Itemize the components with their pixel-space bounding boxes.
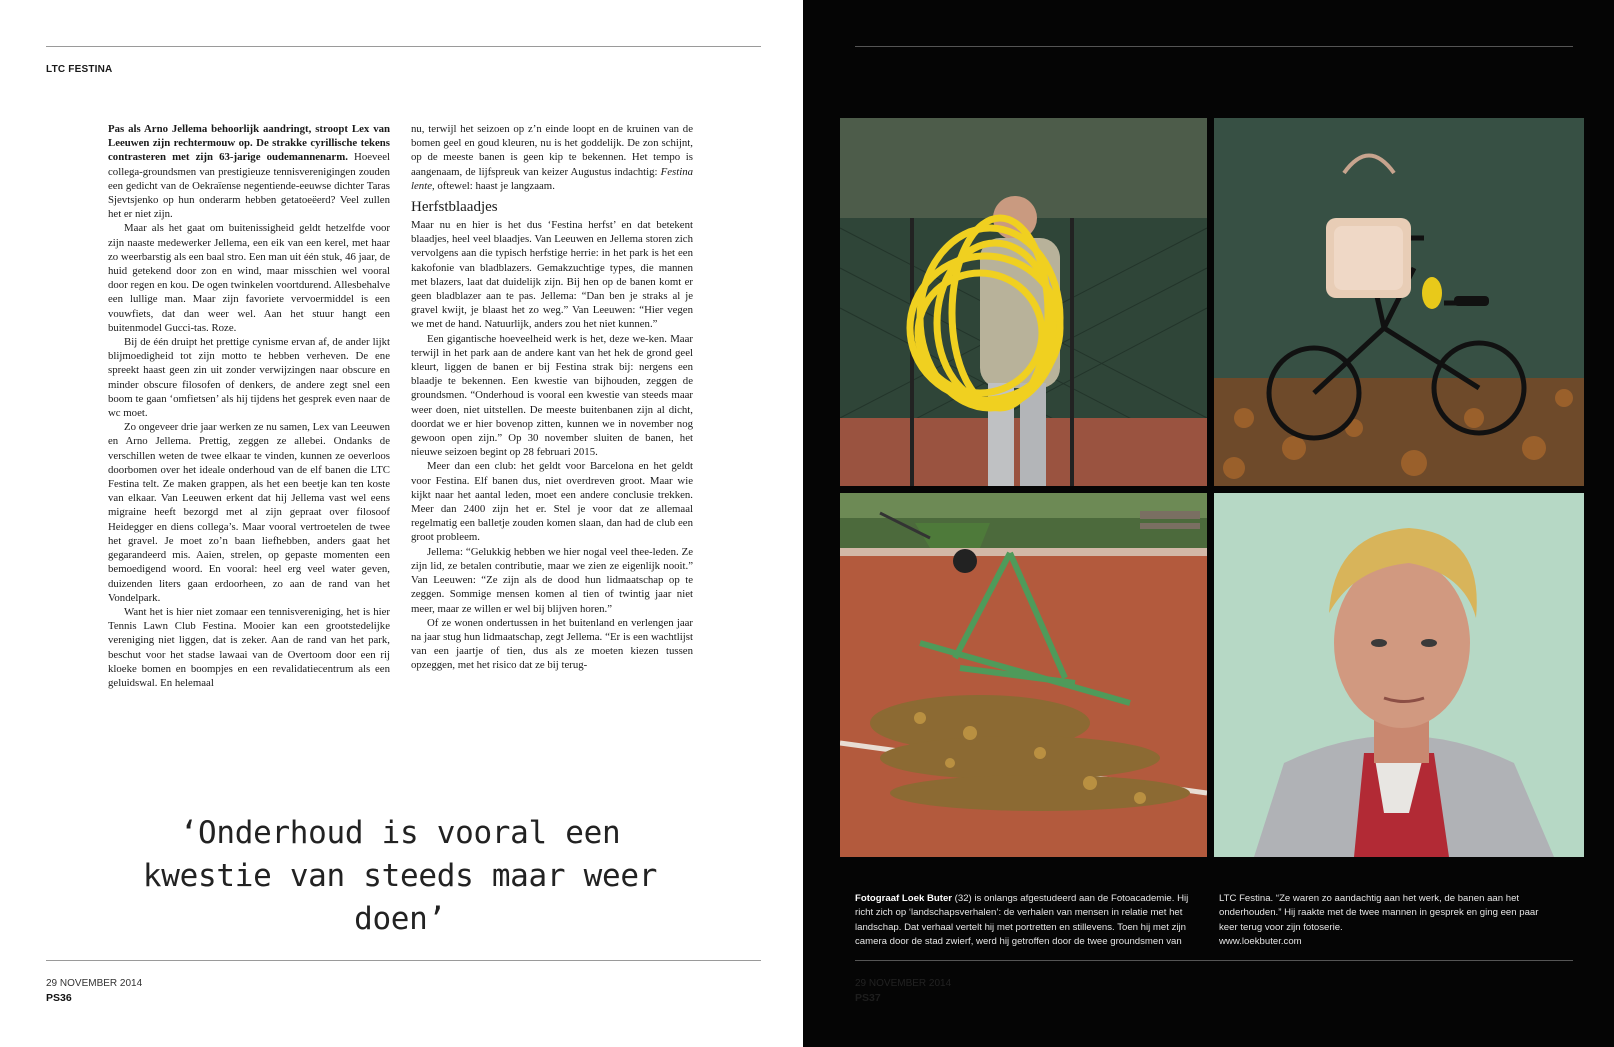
photo-caption-right: [1219, 892, 1559, 949]
top-rule: [46, 46, 761, 47]
photo-folding-bike: [1214, 118, 1584, 486]
paragraph: Meer dan een club: het geldt voor Barcelona en het geldt voor Festina. Elf banen dus, niet overdreven groot. Maar wie kijkt naar het aantal leden, moet een andere conclusie trekken. Meer dan 2400 zijn het er. Stel je voor dat ze allemaal regelmatig een balletje zouden komen slaan, dan had de club een groot probleem.: [411, 460, 693, 544]
paragraph: Zo ongeveer drie jaar werken ze nu samen, Lex van Leeuwen en Arno Jellema. Prettig, zeggen ze allebei. Ondanks de verschillen weten de twee elkaar te vinden, kunnen ze oeverloos doorbomen over het ideale onderhoud van de elf banen die LTC Festina telt. Ze maken grappen, als het een beetje kan ten koste van elkaar. Van Leeuwen erkent dat hij Jellema vast wel eens migraine heeft bezorgd met al zijn gepraat over filosoof Heidegger en diens collega’s. Maar vooral vertroetelen de twee het gravel. Je moet zo’n baan liefhebben, anders gaat het gegarandeerd mis. Aaien, strelen, op gepaste momenten een bemoedigend woord. En vooral: heel erg veel water geven, duizenden liters gaan erdoorheen, zo aan de rand van het Vondelpark.: [108, 421, 390, 604]
paragraph: Jellema: “Gelukkig hebben we hier nogal veel thee-leden. Ze zijn lid, ze betalen contributie, maar we zien ze eigenlijk nooit.” Van Leeuwen: “Ze zijn als de dood hun lidmaatschap op te zeggen. Sommige mensen komen al tien of twintig jaar niet meer, maar ze willen er wel bij blijven horen.”: [411, 545, 693, 615]
caption-text: (32) is onlangs afgestudeerd aan de Fotoacademie. Hij richt zich op ‘landschapsverhalen’: de verhalen van mensen in relatie met het landschap. Dat verhaal vertelt hij met portretten en stillevens. Toen hij met zijn camera door de stad zwierf, werd hij getroffen door de twee groundsmen van: [855, 893, 1189, 947]
paragraph-text: Hoeveel collega-groundsmen van prestigieuze tennisverenigingen zouden een gedicht van de Oekraïense negentiende-eeuwse dichter Taras Sjevtsjenko op hun onderarm hebben getatoeëerd? Veel zullen het er niet zijn.: [108, 151, 391, 221]
paragraph: Want het is hier niet zomaar een tennisvereniging, het is hier Tennis Lawn Club Festina. Mooier kan een grootstedelijke vereniging niet liggen, dat is zeker. Aan de rand van het park, beschut voor het stadse lawaai van de Overtoom door een rij kloeke bomen en boompjes en een revalidatiecentrum als een geluidswal. En helemaal: [108, 605, 390, 689]
article-column-2: [411, 122, 693, 673]
paragraph: Bij de één druipt het prettige cynisme ervan af, de ander lijkt blijmoedigheid tot zijn motto te hebben verheven. De ene spreekt haast geen zin uit zonder verwijzingen naar obscure en minder obscure filosofen of denkers, de andere zegt snel een boom te gaan ‘omfietsen’ als hij tijdens het gesprek even naar de wc moet.: [108, 336, 390, 420]
photo-caption-left: [855, 892, 1195, 949]
paragraph: Maar nu en hier is het dus ‘Festina herfst’ en dat betekent blaadjes, heel veel blaadjes. Van Leeuwen en Jellema storen zich vervolgens aan die typisch herfstige herrie: in het park is het een kakofonie van bladblazers. Gemakzuchtige types, die mannen met blazers, laat dat duidelijk zijn. Bij hen op de banen komt er geen bladblazer aan te pas. Jellema: “Dan ben je straks al je gravel kwijt, je blaast het zo weg.” Van Leeuwen: “Hier vegen we met de hand. Natuurlijk, anders zou het niet kunnen.”: [411, 219, 693, 331]
bottom-rule: [46, 960, 761, 961]
paragraph: [411, 122, 693, 193]
paragraph-text: nu, terwijl het seizoen op z’n einde loopt en de kruinen van de bomen geel en goud kleuren, nu is het goddelijk. De zon schijnt, op de meeste banen is geen kip te bekennen. Het tempo is aangenaam, de lijfspreuk van keizer Augustus indachtig:: [411, 123, 693, 178]
photographer-name: Fotograaf Loek Buter: [855, 893, 953, 904]
photo-groundsman-with-hose: [840, 118, 1207, 486]
folio-date: 29 NOVEMBER 2014: [855, 978, 952, 989]
folio-page-number: PS37: [855, 992, 881, 1004]
paragraph: Maar als het gaat om buitenissigheid geldt hetzelfde voor zijn naaste medewerker Jellema, een eik van een kerel, met haar zo weerbarstig als een baal stro. Een man uit één stuk, 46 jaar, de huid getekend door zon en wind, maar misschien wel vooral door regen en kou. De ogen twinkelen voortdurend. Allesbehalve een lullige man. Maar zijn favoriete vervoermiddel is een vouwfiets, dat dan weer wel. Aan het stuur hangt een buitenmodel Gucci-tas. Roze.: [108, 222, 390, 334]
photographer-website-link[interactable]: www.loekbuter.com: [1219, 935, 1302, 947]
paragraph: Een gigantische hoeveelheid werk is het, deze we-ken. Maar terwijl in het park aan de andere kant van het hek de grond geel kleurt, liggen de banen er bij Festina strak bij: nergens een blaadje te bekennen. Een kwestie van bijhouden, zeggen de groundsmen. “Onderhoud is vooral een kwestie van steeds maar weer doen, niet uitstellen. De meeste buitenbanen zijn al dicht, doordat we er hier bovenop zitten, kunnen we in november nog gewoon open zijn.” Op 30 november sluiten de banen, het nieuwe seizoen begint op 28 februari 2015.: [411, 332, 693, 459]
lead-text: Pas als Arno Jellema behoorlijk aandringt, stroopt Lex van Leeuwen zijn rechtermouw op. De strakke cyrillische tekens contrasteren met zijn 63-jarige oudemannenarm.: [108, 123, 390, 164]
bottom-rule: [855, 960, 1573, 961]
paragraph: Of ze wonen ondertussen in het buitenland en verlengen jaar na jaar stug hun lidmaatschap, zegt Jellema. “Er is een wachtlijst van een jaartje of tien, dus als ze moeten kiezen tussen opzeggen, met het risico dat ze bij terug-: [411, 616, 693, 672]
folio-page-number: PS36: [46, 992, 72, 1004]
section-kicker: LTC FESTINA: [46, 64, 113, 75]
pull-quote: ‘Onderhoud is vooral een kwestie van steeds maar weer doen’: [142, 815, 658, 937]
paragraph: [108, 122, 390, 221]
article-column-1: [108, 122, 390, 690]
left-page: [0, 0, 803, 1047]
top-rule: [855, 46, 1573, 47]
subheading: Herfstblaadjes: [411, 199, 498, 216]
folio-date: 29 NOVEMBER 2014: [46, 978, 143, 989]
caption-text: LTC Festina. “Ze waren zo aandachtig aan het werk, de banen aan het onderhouden.” Hij raakte met de twee mannen in gesprek en ging een paar keer terug voor zijn fotoserie.: [1219, 893, 1539, 933]
paragraph-text: , oftewel: haast je langzaam.: [431, 179, 555, 192]
photo-portrait-groundsman: [1214, 493, 1584, 857]
photo-rake-with-leaves: [840, 493, 1207, 857]
latin-phrase: Festina lente: [411, 165, 693, 192]
right-page: [803, 0, 1614, 1047]
